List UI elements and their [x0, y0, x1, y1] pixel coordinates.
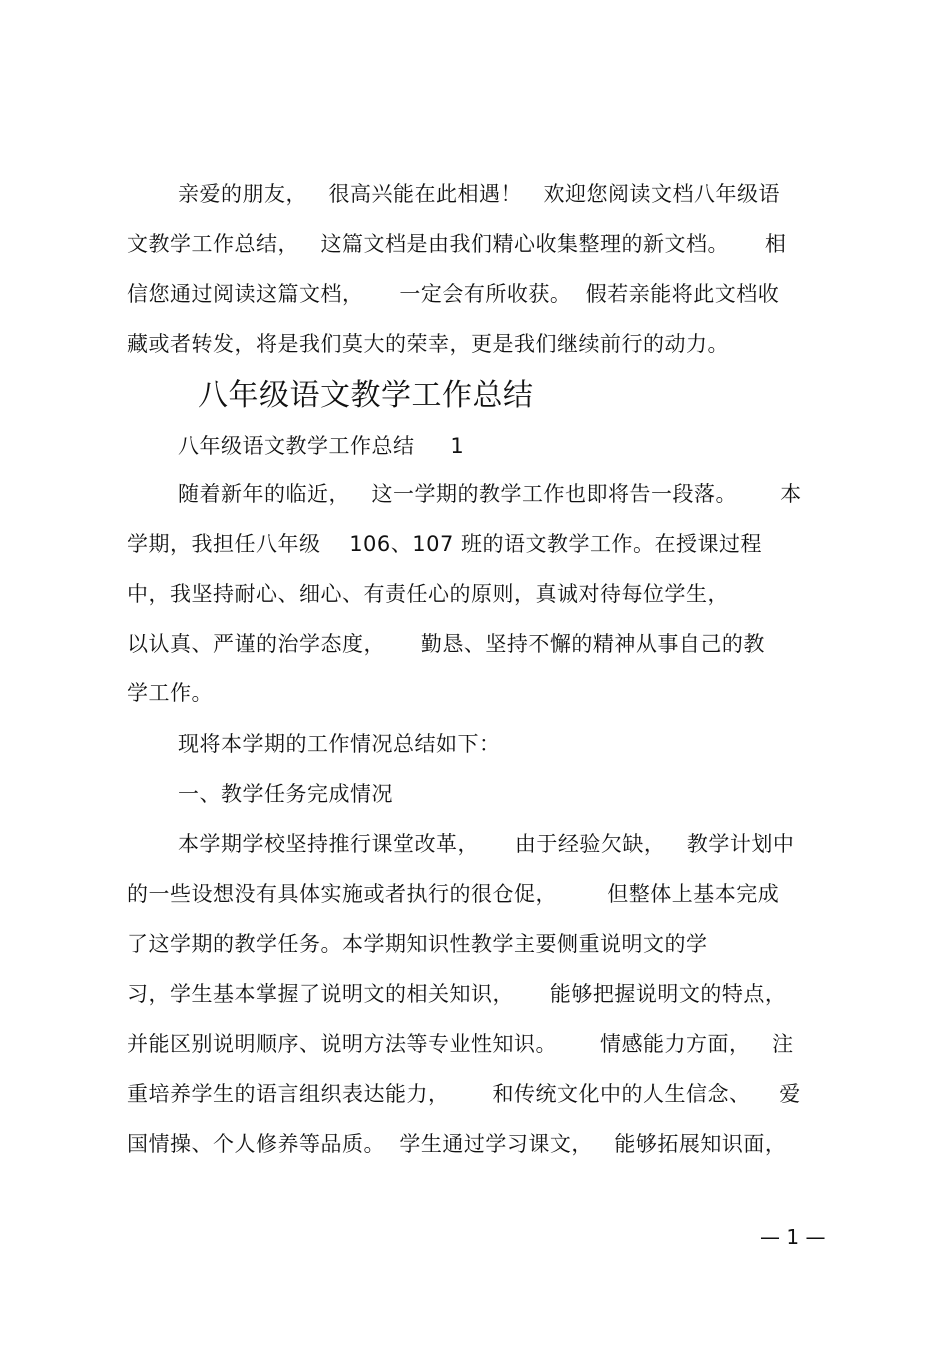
body-line: 重培养学生的语言组织表达能力， 和传统文化中的人生信念、 爱	[127, 1082, 801, 1106]
body-line: 随着新年的临近， 这一学期的教学工作也即将告一段落。 本	[178, 482, 802, 506]
intro-line: 亲爱的朋友， 很高兴能在此相遇！ 欢迎您阅读文档八年级语	[178, 182, 781, 206]
document-title: 八年级语文教学工作总结	[198, 378, 534, 413]
body-line: 的一些设想没有具体实施或者执行的很仓促， 但整体上基本完成	[127, 882, 780, 906]
document-subtitle: 八年级语文教学工作总结 1	[178, 434, 465, 458]
body-line: 国情操、个人修养等品质。 学生通过学习课文， 能够拓展知识面，	[127, 1132, 787, 1156]
body-line: 现将本学期的工作情况总结如下：	[178, 732, 501, 756]
section-heading: 一、教学任务完成情况	[178, 782, 393, 806]
intro-line: 信您通过阅读这篇文档， 一定会有所收获。 假若亲能将此文档收	[127, 282, 780, 306]
body-line: 以认真、严谨的治学态度， 勤恳、坚持不懈的精神从事自己的教	[127, 632, 765, 656]
body-line: 习，学生基本掌握了说明文的相关知识， 能够把握说明文的特点，	[127, 982, 787, 1006]
body-line: 了这学期的教学任务。本学期知识性教学主要侧重说明文的学	[127, 932, 708, 956]
body-line: 学期，我担任八年级 106、107 班的语文教学工作。在授课过程	[127, 532, 763, 556]
page-number: — 1 —	[760, 1225, 826, 1249]
body-line: 并能区别说明顺序、说明方法等专业性知识。 情感能力方面， 注	[127, 1032, 794, 1056]
intro-line: 藏或者转发，将是我们莫大的荣幸，更是我们继续前行的动力。	[127, 332, 729, 356]
body-line: 中，我坚持耐心、细心、有责任心的原则，真诚对待每位学生，	[127, 582, 729, 606]
intro-line: 文教学工作总结， 这篇文档是由我们精心收集整理的新文档。 相	[127, 232, 787, 256]
body-line: 学工作。	[127, 681, 213, 705]
body-line: 本学期学校坚持推行课堂改革， 由于经验欠缺， 教学计划中	[178, 832, 795, 856]
